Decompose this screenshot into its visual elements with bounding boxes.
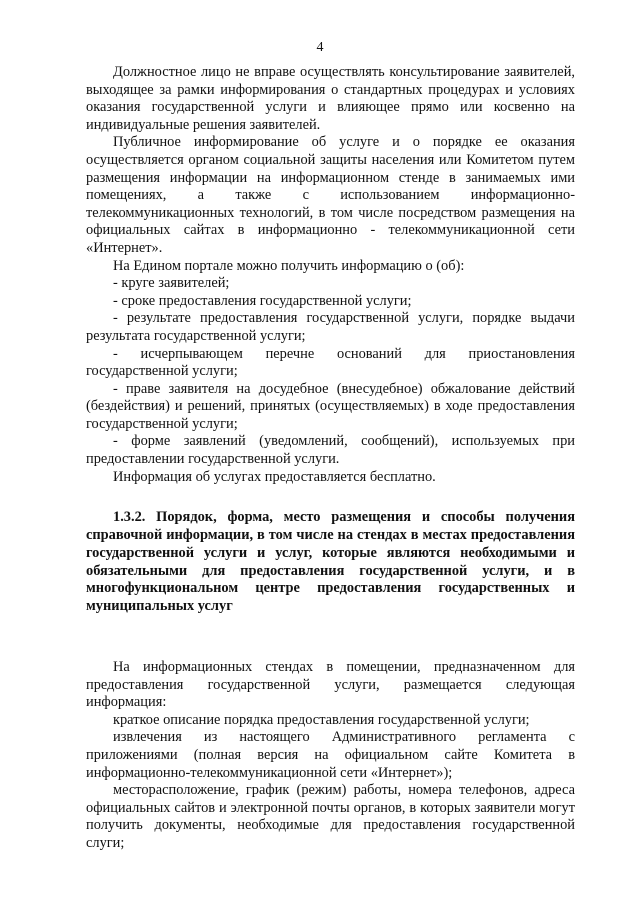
section-heading: 1.3.2. Порядок, форма, место размещения и способы получения справочной информации, в том числе на стендах в местах предоставления государственной услуги и услуг, которые являются необходимыми и обязательными для предоставления государственной услуги, и в многофункциональном центре предоставления государственных и муниципальных услуг: [86, 509, 575, 615]
document-body: [86, 64, 575, 853]
paragraph: - сроке предоставления государственной услуги;: [113, 292, 412, 309]
top-paragraphs: [86, 64, 575, 486]
paragraph: Информация об услугах предоставляется бесплатно.: [113, 468, 436, 485]
page-number: 4: [316, 40, 324, 55]
paragraph: извлечения из настоящего Административного регламента с приложениями (полная версия на официальном сайте Комитета в информационно-телекоммуникационной сети «Интернет»);: [86, 729, 575, 781]
paragraph: Должностное лицо не вправе осуществлять консультирование заявителей, выходящее за рамки информирования о стандартных процедурах и условиях оказания государственной услуги и влияющее прямо или косвенно на индивидуальные решения заявителей.: [86, 64, 575, 133]
paragraph: - праве заявителя на досудебное (внесудебное) обжалование действий (бездействия) и решений, принятых (осуществляемых) в ходе предоставления государственной услуги;: [86, 380, 575, 432]
spacer: [86, 616, 575, 659]
paragraph: На Едином портале можно получить информацию о (об):: [113, 257, 465, 274]
paragraph: На информационных стендах в помещении, предназначенном для предоставления государственной услуги, размещается следующая информация:: [86, 659, 575, 711]
paragraph: месторасположение, график (режим) работы, номера телефонов, адреса официальных сайтов и электронной почты органов, в которых заявители могут получить документы, необходимые для предоставления государственной слуги;: [86, 782, 575, 851]
paragraph: - круге заявителей;: [113, 275, 230, 292]
paragraph: краткое описание порядка предоставления государственной услуги;: [113, 711, 530, 728]
paragraph: Публичное информирование об услуге и о порядке ее оказания осуществляется органом социальной защиты населения или Комитетом путем размещения информации на информационном стенде в занимаемых ими помещениях, а также с использованием информационно-телекоммуникационных технологий, в том числе посредством размещения на официальных сайтах в информационно - телекоммуникационной сети «Интернет».: [86, 134, 575, 256]
paragraph: - результате предоставления государственной услуги, порядке выдачи результата государственной услуги;: [86, 310, 575, 344]
paragraph: - форме заявлений (уведомлений, сообщений), используемых при предоставлении государственной услуги.: [86, 433, 575, 468]
bottom-paragraphs: [86, 659, 575, 853]
paragraph: - исчерпывающем перечне оснований для приостановления государственной услуги;: [86, 345, 575, 380]
